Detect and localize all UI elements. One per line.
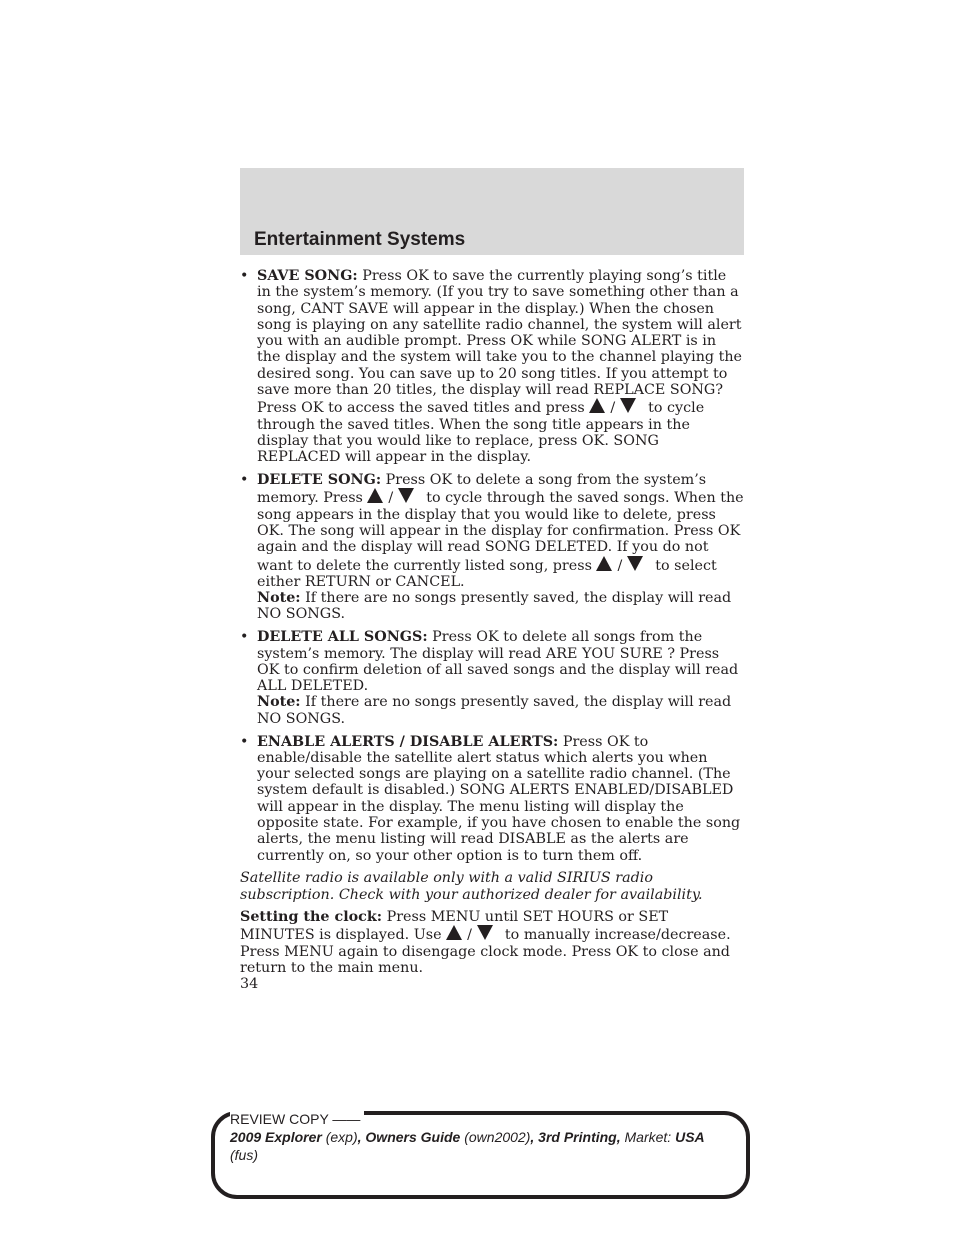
arrow-down-icon	[627, 556, 643, 571]
delete-all-paragraph	[257, 629, 744, 694]
delete-song-term: DELETE SONG:	[257, 472, 382, 489]
note-label: Note:	[257, 694, 301, 711]
delete-all-note	[257, 694, 744, 727]
section-title: Entertainment Systems	[254, 229, 466, 250]
footer-market-code: (fus)	[230, 1147, 258, 1163]
slash: /	[610, 400, 616, 417]
arrow-up-icon	[596, 556, 612, 571]
delete-song-note	[257, 590, 744, 623]
bullet-enable-alerts	[240, 734, 744, 864]
slash: /	[467, 927, 472, 944]
bullet-dot: •	[240, 268, 249, 284]
arrow-up-icon	[446, 925, 462, 940]
save-song-term: SAVE SONG:	[257, 268, 358, 284]
section-header-band	[240, 168, 744, 255]
bullet-save-song	[240, 268, 744, 466]
footer-guide: , Owners Guide	[357, 1129, 461, 1145]
delete-song-text-1: Press OK to delete a song from the system’s memory. Press	[257, 472, 707, 507]
slash: /	[617, 557, 623, 574]
bullet-dot: •	[240, 733, 249, 750]
review-copy-label: REVIEW COPY ——	[230, 1111, 364, 1127]
save-song-paragraph	[257, 268, 744, 466]
note-text: If there are no songs presently saved, the display will read NO SONGS.	[257, 694, 732, 727]
delete-all-term: DELETE ALL SONGS:	[257, 629, 428, 646]
footer-printing: , 3rd Printing,	[530, 1129, 621, 1145]
save-song-text-1: Press OK to save the currently playing song’s title in the system’s memory. (If you try to save something other than a song, CANT SAVE will appear in the display.) When the chosen song is playing on any satellite radio channel, the system will alert you with an audible prompt. Press OK while SONG ALERT is in the display and the system will take you to the channel playing the desired song. You can save up to 20 song titles. If you attempt to save more than 20 titles, the display will read REPLACE SONG? Press OK to access the saved titles and press	[257, 268, 743, 417]
footer-model-code: (exp)	[321, 1129, 358, 1145]
bullet-dot: •	[240, 472, 249, 489]
alerts-paragraph	[257, 734, 744, 864]
delete-song-text-3: to select either RETURN or CANCEL.	[257, 557, 717, 590]
satellite-availability-note: Satellite radio is available only with a valid SIRIUS radio subscription. Check with your authorized dealer for availability.	[240, 870, 703, 903]
page-content	[240, 268, 744, 992]
note-text: If there are no songs presently saved, the display will read NO SONGS.	[257, 590, 732, 623]
clock-text-2: to manually increase/decrease. Press MENU again to disengage clock mode. Press OK to close and return to the main menu.	[240, 927, 731, 976]
footer-guide-code: (own2002)	[460, 1129, 531, 1145]
arrow-down-icon	[620, 398, 636, 413]
footer-market-label: Market:	[620, 1129, 676, 1145]
arrow-up-icon	[589, 398, 605, 413]
page-number: 34	[240, 976, 259, 993]
bullet-dot: •	[240, 629, 249, 646]
footer-model: 2009 Explorer	[230, 1129, 322, 1145]
clock-text-1: Press MENU until SET HOURS or SET MINUTES is displayed. Use	[240, 908, 669, 944]
arrow-down-icon	[477, 925, 493, 940]
delete-song-text-2: to cycle through the saved songs. When the song appears in the display that you would like to delete, press OK. The song will appear in the display for confirmation. Press OK again and the display will read SONG DELETED. If you do not want to delete the currently listed song, press	[257, 490, 744, 574]
arrow-up-icon	[367, 488, 383, 503]
save-song-text-2: to cycle through the saved titles. When the song title appears in the display that you would like to replace, press OK. SONG REPLACED will appear in the display.	[257, 400, 705, 466]
slash: /	[388, 490, 394, 507]
delete-song-paragraph	[257, 472, 744, 590]
alerts-text: Press OK to enable/disable the satellite alert status which alerts you when your selected songs are playing on a satellite radio channel. (The system default is disabled.) SONG ALERTS ENABLED/DISABLED will appear in the display. The menu listing will display the opposite state. For example, if you have chosen to enable the song alerts, the menu listing will read DISABLE as the alerts are currently on, so your other option is to turn them off.	[257, 733, 741, 864]
arrow-down-icon	[398, 488, 414, 503]
footer-text	[230, 1110, 735, 1164]
delete-all-text: Press OK to delete all songs from the system’s memory. The display will read ARE YOU SURE ? Press OK to confirm deletion of all saved songs and the display will read ALL DELETED.	[257, 629, 739, 695]
bullet-delete-song	[240, 472, 744, 623]
footer-market: USA	[675, 1129, 705, 1145]
bullet-delete-all-songs	[240, 629, 744, 727]
setting-clock-paragraph	[240, 909, 744, 976]
clock-term: Setting the clock:	[240, 908, 383, 925]
alerts-term: ENABLE ALERTS / DISABLE ALERTS:	[257, 733, 559, 750]
note-label: Note:	[257, 590, 301, 607]
